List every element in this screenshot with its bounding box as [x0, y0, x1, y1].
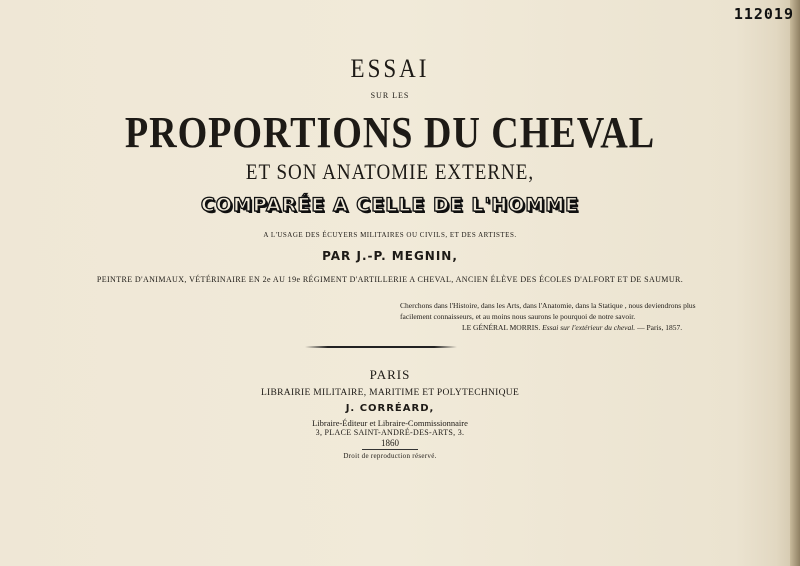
- author-credits: PEINTRE D'ANIMAUX, VÉTÉRINAIRE EN 2e AU 19e RÉGIMENT D'ARTILLERIE A CHEVAL, ANCIEN ÉLÈVE DES ÉCOLES D'ALFORT ET DE SAUMUR.: [96, 275, 684, 284]
- attribution-work: Essai sur l'extérieur du cheval.: [542, 323, 636, 332]
- page-edge: [790, 0, 800, 566]
- attribution-place: — Paris, 1857.: [637, 323, 683, 332]
- main-title: PROPORTIONS DU CHEVAL: [124, 107, 656, 157]
- imprint-publisher: LIBRAIRIE MILITAIRE, MARITIME ET POLYTECHNIQUE: [260, 388, 520, 398]
- title-sur-les: SUR LES: [370, 91, 410, 100]
- epigraph-line-1: Cherchons dans l'Histoire, dans les Arts, dans l'Anatomie, dans la Statique , nous deviendrons plus: [400, 301, 696, 310]
- usage-line: A L'USAGE DES ÉCUYERS MILITAIRES OU CIVILS, ET DES ARTISTES.: [263, 231, 517, 239]
- epigraph-line-2: facilement connaisseurs, et au moins nous saurons le pourquoi de notre savoir.: [400, 312, 636, 321]
- imprint-year: 1860: [381, 438, 399, 448]
- imprint-rights: Droit de reproduction réservé.: [343, 452, 437, 460]
- imprint-city: PARIS: [369, 367, 411, 382]
- epigraph-attribution: [400, 322, 700, 333]
- title-essai: ESSAI: [350, 54, 430, 83]
- ornamental-rule: [305, 346, 457, 348]
- epigraph: [400, 300, 700, 333]
- imprint-name: J. CORRÉARD,: [345, 403, 435, 414]
- subtitle-anatomie: ET SON ANATOMIE EXTERNE,: [245, 160, 535, 185]
- subtitle-comparee: COMPARÉE A CELLE DE L'HOMME: [200, 194, 580, 216]
- imprint-role: Libraire-Éditeur et Libraire-Commissionnaire: [312, 418, 468, 428]
- attribution-name: LE GÉNÉRAL MORRIS.: [462, 323, 541, 332]
- catalog-stamp: 112019: [733, 5, 794, 23]
- year-rule: [362, 449, 418, 450]
- imprint-address: 3, PLACE SAINT-ANDRÉ-DES-ARTS, 3.: [315, 428, 465, 437]
- author-line: PAR J.-P. MEGNIN,: [322, 249, 458, 263]
